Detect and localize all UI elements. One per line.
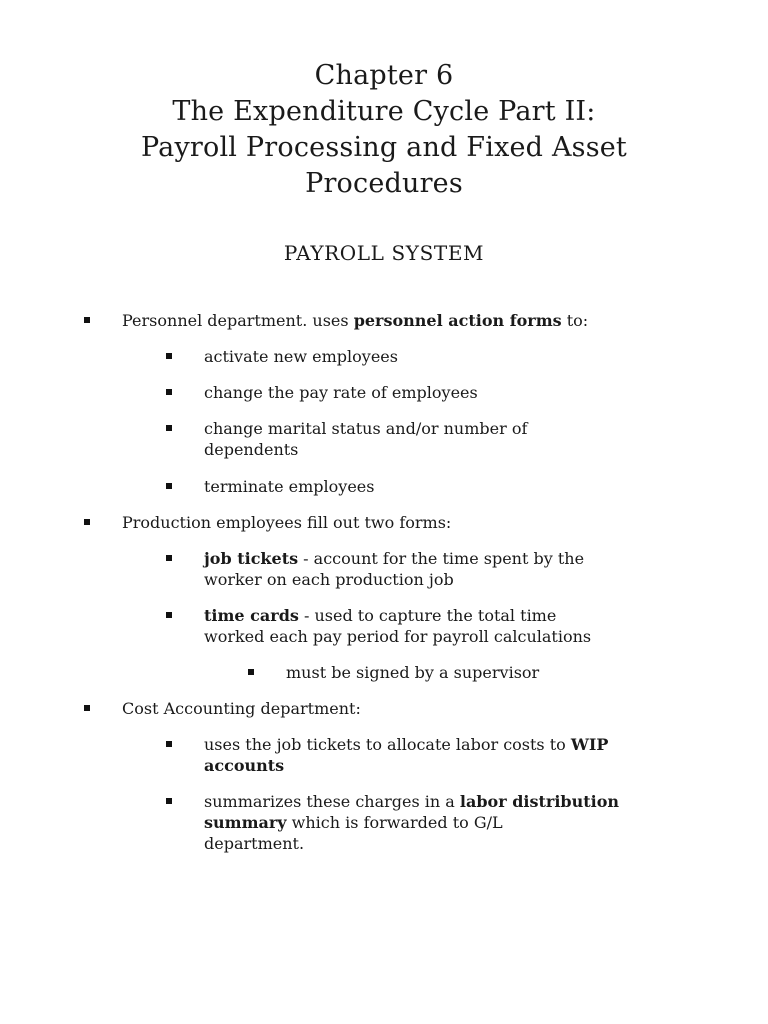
list-item-bold-text: summary (204, 813, 287, 832)
bullet-square-icon (84, 519, 90, 525)
bullet-square-icon (166, 798, 172, 804)
section-heading: PAYROLL SYSTEM (283, 241, 485, 265)
chapter-number: Chapter 6 (314, 60, 454, 91)
bullet-square-icon (166, 483, 172, 489)
list-item-personnel (122, 310, 588, 331)
list-item-text: dependents (204, 440, 299, 459)
bullet-square-icon (166, 612, 172, 618)
list-item-bold-text: labor distribution (459, 792, 619, 811)
list-item-bold-text: accounts (204, 756, 285, 775)
list-item-job-tickets (204, 548, 584, 590)
bullet-square-icon (84, 317, 90, 323)
list-item-production: Production employees fill out two forms: (122, 513, 452, 532)
list-item-text: which is forwarded to G/L (286, 813, 503, 832)
list-item-text: worked each pay period for payroll calculations (204, 627, 592, 646)
list-item-bold-text: WIP (570, 735, 609, 754)
list-item-text: change marital status and/or number of (204, 419, 528, 438)
list-item-text: summarizes these charges in a (204, 792, 460, 811)
list-item-bold-text: time cards (204, 606, 299, 625)
bullet-square-icon (166, 353, 172, 359)
document-title (0, 58, 768, 202)
list-item-text: Personnel department. uses (122, 311, 354, 330)
list-item-cost-accounting: Cost Accounting department: (122, 699, 361, 718)
list-item-bold-text: job tickets (204, 549, 299, 568)
list-item-text: - used to capture the total time (298, 606, 557, 625)
list-item-text: uses the job tickets to allocate labor costs to (204, 735, 571, 754)
list-item-signed: must be signed by a supervisor (286, 663, 540, 682)
list-item-pay-rate: change the pay rate of employees (204, 383, 478, 402)
list-item-uses-job-tickets (204, 734, 608, 776)
chapter-title-line-1: The Expenditure Cycle Part II: (172, 96, 596, 127)
bullet-square-icon (166, 389, 172, 395)
bullet-square-icon (166, 555, 172, 561)
list-item-text: - account for the time spent by the (298, 549, 585, 568)
list-item-text: to: (561, 311, 589, 330)
list-item-text: department. (204, 834, 305, 853)
list-item-time-cards (204, 605, 591, 647)
bullet-square-icon (84, 705, 90, 711)
bullet-square-icon (248, 669, 254, 675)
list-item-summarizes (204, 791, 619, 854)
list-item-bold-text: personnel action forms (353, 311, 562, 330)
list-item-activate: activate new employees (204, 347, 398, 366)
bullet-square-icon (166, 425, 172, 431)
list-item-text: worker on each production job (204, 570, 454, 589)
chapter-title-line-2: Payroll Processing and Fixed Asset (141, 132, 627, 163)
chapter-title-line-3: Procedures (305, 168, 463, 199)
bullet-square-icon (166, 741, 172, 747)
list-item-terminate: terminate employees (204, 477, 375, 496)
list-item-marital-status (204, 418, 527, 460)
